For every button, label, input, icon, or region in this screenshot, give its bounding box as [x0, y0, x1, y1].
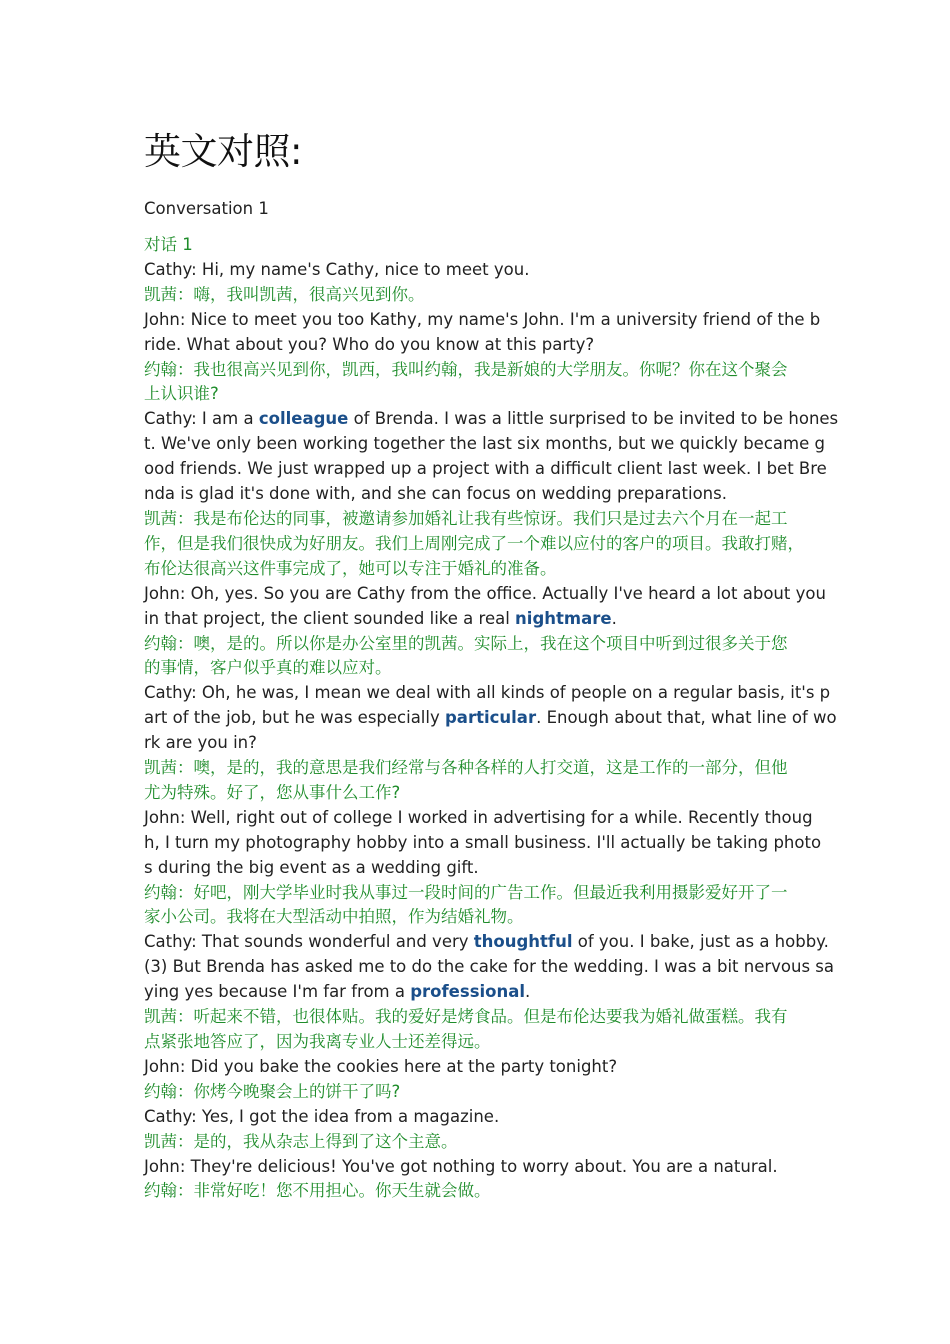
english-line [144, 856, 808, 881]
chinese-line [144, 358, 808, 383]
line-text: h, I turn my photography hobby into a small business. I'll actually be taking photo [144, 832, 822, 852]
english-line [144, 681, 831, 706]
line-text: Cathy: Yes, I got the idea from a magazine. [144, 1106, 500, 1126]
line-text: (3) But Brenda has asked me to do the cake for the wedding. I was a bit nervous sa [144, 957, 835, 977]
english-line [144, 432, 825, 457]
line-text: 凯茜：噢，是的，我的意思是我们经常与各种各样的人打交道，这是工作的一部分，但他 [144, 758, 788, 778]
line-text: 的事情，客户似乎真的难以应对。 [144, 658, 392, 678]
line-text: . [611, 608, 617, 628]
english-line [144, 457, 827, 482]
english-line [144, 1155, 808, 1180]
line-text: . Enough about that, what line of wo [536, 708, 837, 728]
chinese-line [144, 1179, 808, 1204]
line-text: 点紧张地答应了，因为我离专业人士还差得远。 [144, 1032, 491, 1051]
chinese-line [144, 382, 808, 407]
dialogue-body [144, 233, 839, 1204]
line-text: of you. I bake, just as a hobby. [572, 932, 829, 952]
chinese-line [144, 781, 808, 806]
line-text: ride. What about you? Who do you know at this party? [144, 334, 595, 354]
chinese-line [144, 507, 808, 532]
chinese-line [144, 1080, 808, 1105]
chinese-line [144, 656, 808, 681]
chinese-line [144, 881, 808, 906]
line-text: in that project, the client sounded like a real [144, 608, 516, 628]
chinese-line [144, 1030, 808, 1055]
line-text: 约翰：好吧，刚大学毕业时我从事过一段时间的广告工作。但最近我利用摄影爱好开了一 [144, 882, 788, 902]
line-text: John: Well, right out of college I worked in advertising for a while. Recently thoug [144, 807, 813, 827]
english-line [144, 1055, 808, 1080]
english-line [144, 333, 808, 358]
chinese-line [144, 756, 808, 781]
line-text: 约翰：我也很高兴见到你，凯西，我叫约翰，我是新娘的大学朋友。你呢？你在这个聚会 [144, 359, 788, 379]
line-text: John: Nice to meet you too Kathy, my name's John. I'm a university friend of the b [144, 309, 821, 329]
english-line [144, 582, 826, 607]
chinese-line [144, 233, 808, 258]
english-line [144, 706, 837, 731]
english-line [144, 607, 808, 632]
keyword-highlight: thoughtful [473, 932, 573, 952]
line-text: 对话 1 [144, 235, 193, 254]
line-text: ying yes because I'm far from a [144, 982, 411, 1002]
english-line [144, 806, 813, 831]
line-text: art of the job, but he was especially [144, 708, 445, 728]
keyword-highlight: particular [445, 708, 537, 728]
keyword-highlight: professional [410, 982, 526, 1002]
english-line [144, 258, 808, 283]
line-text: ood friends. We just wrapped up a project with a difficult client last week. I bet Bre [144, 459, 827, 479]
line-text: rk are you in? [144, 733, 257, 753]
line-text: 约翰：非常好吃！您不用担心。你天生就会做。 [144, 1181, 491, 1201]
line-text: 约翰：噢，是的。所以你是办公室里的凯茜。实际上，我在这个项目中听到过很多关于您 [144, 633, 788, 653]
english-line [144, 955, 835, 980]
chinese-line [144, 1005, 808, 1030]
line-text: t. We've only been working together the last six months, but we quickly became g [144, 434, 825, 454]
line-text: 作，但是我们很快成为好朋友。我们上周刚完成了一个难以应付的客户的项目。我敢打赌， [144, 533, 804, 553]
line-text: Cathy: That sounds wonderful and very [144, 932, 474, 952]
chinese-line [144, 557, 808, 582]
line-text: 尤为特殊。好了，您从事什么工作? [144, 782, 401, 802]
line-text: Cathy: I am a [144, 409, 259, 429]
english-line [144, 1105, 808, 1130]
line-text: nda is glad it's done with, and she can focus on wedding preparations. [144, 484, 727, 504]
english-line [144, 407, 839, 432]
line-text: 约翰：你烤今晚聚会上的饼干了吗? [144, 1081, 401, 1101]
page-title: 英文对照: [144, 130, 302, 173]
line-text: 凯茜：是的，我从杂志上得到了这个主意。 [144, 1131, 458, 1151]
line-text: 布伦达很高兴这件事完成了，她可以专注于婚礼的准备。 [144, 558, 557, 578]
line-text: 家小公司。我将在大型活动中拍照，作为结婚礼物。 [144, 907, 524, 927]
english-line [144, 482, 808, 507]
line-text: Cathy: Hi, my name's Cathy, nice to meet you. [144, 259, 530, 279]
line-text: 上认识谁? [144, 384, 219, 404]
chinese-line [144, 1130, 808, 1155]
section-heading: Conversation 1 [144, 199, 269, 218]
chinese-line [144, 905, 808, 930]
english-line [144, 930, 829, 955]
keyword-highlight: nightmare [515, 608, 612, 628]
line-text: John: They're delicious! You've got nothing to worry about. You are a natural. [144, 1156, 778, 1176]
line-text: John: Oh, yes. So you are Cathy from the office. Actually I've heard a lot about you [144, 583, 826, 603]
english-line [144, 308, 821, 333]
keyword-highlight: colleague [258, 409, 349, 429]
chinese-line [144, 632, 808, 657]
chinese-line [144, 283, 808, 308]
english-line [144, 831, 822, 856]
line-text: 凯茜：嗨，我叫凯茜，很高兴见到你。 [144, 284, 425, 304]
line-text: John: Did you bake the cookies here at the party tonight? [144, 1056, 618, 1076]
line-text: Cathy: Oh, he was, I mean we deal with all kinds of people on a regular basis, it's p [144, 683, 831, 703]
line-text: s during the big event as a wedding gift. [144, 857, 479, 877]
document-page [144, 126, 839, 1204]
chinese-line [144, 532, 808, 557]
line-text: 凯茜：听起来不错，也很体贴。我的爱好是烤食品。但是布伦达要我为婚礼做蛋糕。我有 [144, 1007, 788, 1027]
line-text: of Brenda. I was a little surprised to be invited to be hones [348, 409, 839, 429]
line-text: . [525, 982, 531, 1002]
english-line [144, 731, 808, 756]
line-text: 凯茜：我是布伦达的同事，被邀请参加婚礼让我有些惊讶。我们只是过去六个月在一起工 [144, 508, 788, 528]
english-line [144, 980, 808, 1005]
